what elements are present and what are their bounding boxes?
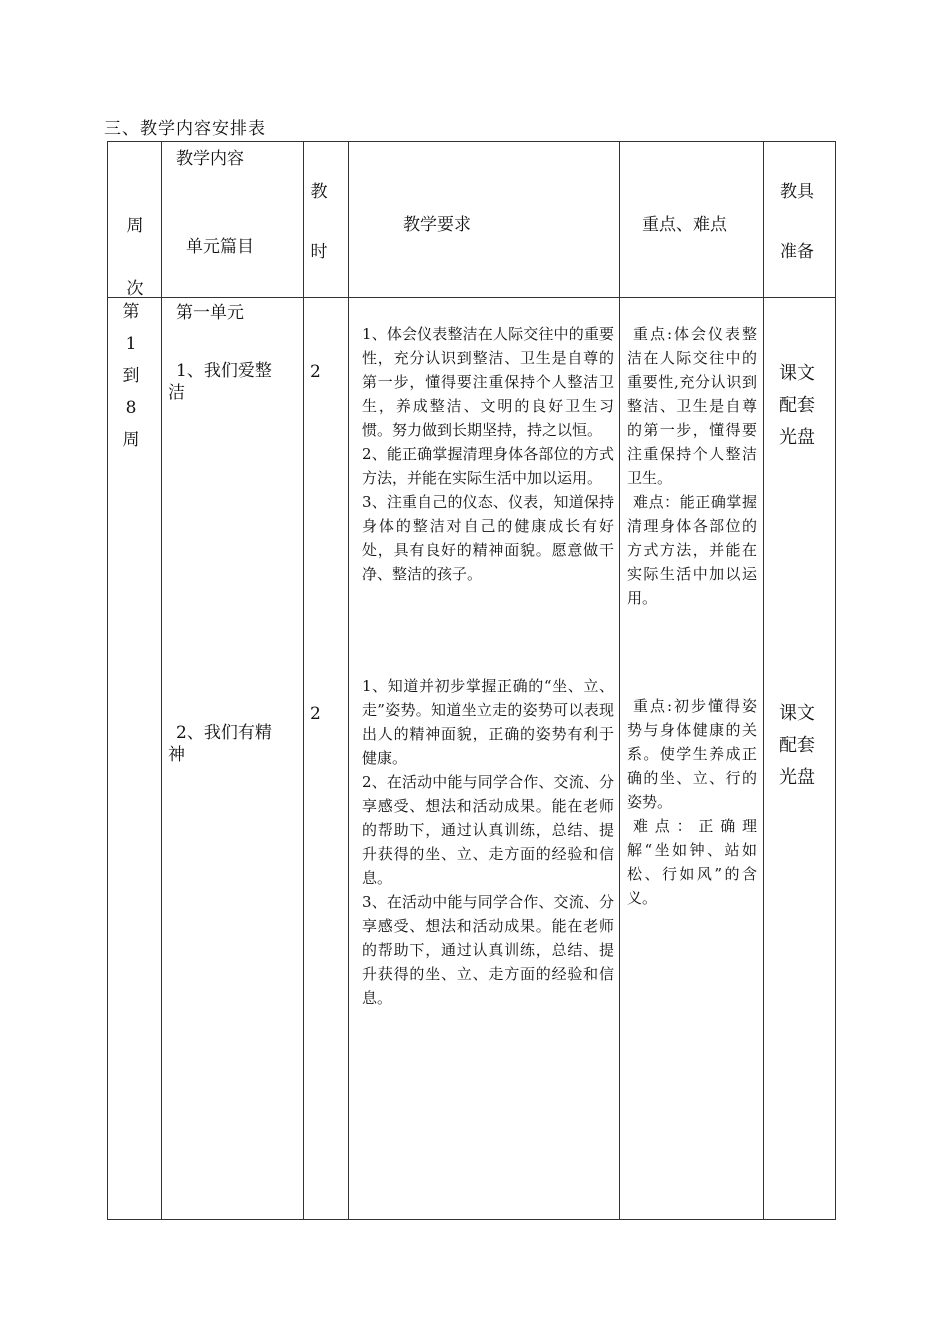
difficulty: 难点：正确理解“坐如钟、站如松、行如风”的含义。 <box>627 817 757 907</box>
content-row <box>108 298 836 1220</box>
header-week-cell <box>108 142 162 298</box>
lesson-requirements <box>362 674 614 1010</box>
header-materials-line: 教具 <box>780 182 814 202</box>
requirement-item: 2、在活动中能与同学合作、交流、分享感受、想法和活动成果。能在老师的帮助下，通过认真训练，总结、提升获得的坐、立、走方面的经验和信息。 <box>362 773 614 887</box>
lesson-title: 2、我们有精神 <box>168 723 272 765</box>
week-char: 周 <box>122 430 140 450</box>
materials-line: 光盘 <box>779 427 815 448</box>
materials-line: 课文 <box>779 703 815 724</box>
header-materials-cell <box>764 142 836 298</box>
lesson-title: 1、我们爱整洁 <box>168 361 272 403</box>
week-char: 第 <box>122 302 140 322</box>
header-key-points: 重点、难点 <box>642 215 727 235</box>
header-content-cell <box>162 142 304 298</box>
header-content-bottom: 单元篇目 <box>186 237 254 257</box>
header-week-char: 次 <box>126 279 144 299</box>
lesson-keypoints <box>627 694 757 910</box>
header-hours-cell <box>304 142 349 298</box>
header-hours-char: 教 <box>310 182 328 202</box>
keypoints-cell <box>620 298 764 1220</box>
header-requirements-cell <box>349 142 620 298</box>
header-content-top: 教学内容 <box>176 149 244 169</box>
section-title: 三、教学内容安排表 <box>104 119 266 139</box>
requirement-item: 3、在活动中能与同学合作、交流、分享感受、想法和活动成果。能在老师的帮助下，通过认真训练，总结、提升获得的坐、立、走方面的经验和信息。 <box>362 893 614 1007</box>
content-cell <box>162 298 304 1220</box>
lesson-requirements <box>362 322 614 586</box>
materials-line: 配套 <box>779 735 815 756</box>
lesson-hours: 2 <box>310 362 321 382</box>
materials-line: 配套 <box>779 395 815 416</box>
materials-line: 课文 <box>779 363 815 384</box>
materials-cell <box>764 298 836 1220</box>
week-char: 到 <box>122 366 140 386</box>
lesson-hours: 2 <box>310 704 321 724</box>
key-point: 重点:初步懂得姿势与身体健康的关系。使学生养成正确的坐、立、行的姿势。 <box>627 697 757 811</box>
header-materials-line: 准备 <box>780 242 814 262</box>
header-requirements: 教学要求 <box>403 215 471 235</box>
requirement-item: 1、知道并初步掌握正确的“坐、立、走”姿势。知道坐立走的姿势可以表现出人的精神面貌，正确的姿势有利于健康。 <box>362 677 614 767</box>
lesson-keypoints <box>627 322 757 610</box>
header-row <box>108 142 836 298</box>
requirement-item: 3、注重自己的仪态、仪表，知道保持身体的整洁对自己的健康成长有好处，具有良好的精神面貌。愿意做干净、整洁的孩子。 <box>362 493 614 583</box>
hours-cell <box>304 298 349 1220</box>
teaching-plan-table <box>107 141 836 1220</box>
week-char: 8 <box>125 398 137 418</box>
header-week-char: 周 <box>126 216 144 236</box>
week-cell <box>108 298 162 1220</box>
unit-title: 第一单元 <box>176 303 244 323</box>
key-point: 重点:体会仪表整洁在人际交往中的重要性,充分认识到整洁、卫生是自尊的第一步，懂得要注重保持个人整洁卫生。 <box>627 325 757 487</box>
requirement-item: 2、能正确掌握清理身体各部位的方式方法，并能在实际生活中加以运用。 <box>362 445 614 487</box>
header-keypoints-cell <box>620 142 764 298</box>
requirement-item: 1、体会仪表整洁在人际交往中的重要性，充分认识到整洁、卫生是自尊的第一步，懂得要注重保持个人整洁卫生，养成整洁、文明的良好卫生习惯。努力做到长期坚持，持之以恒。 <box>362 325 614 439</box>
requirements-cell <box>349 298 620 1220</box>
week-char: 1 <box>125 334 137 354</box>
header-hours-char: 时 <box>310 242 328 262</box>
materials-line: 光盘 <box>779 767 815 788</box>
difficulty: 难点：能正确掌握清理身体各部位的方式方法，并能在实际生活中加以运用。 <box>627 493 757 607</box>
